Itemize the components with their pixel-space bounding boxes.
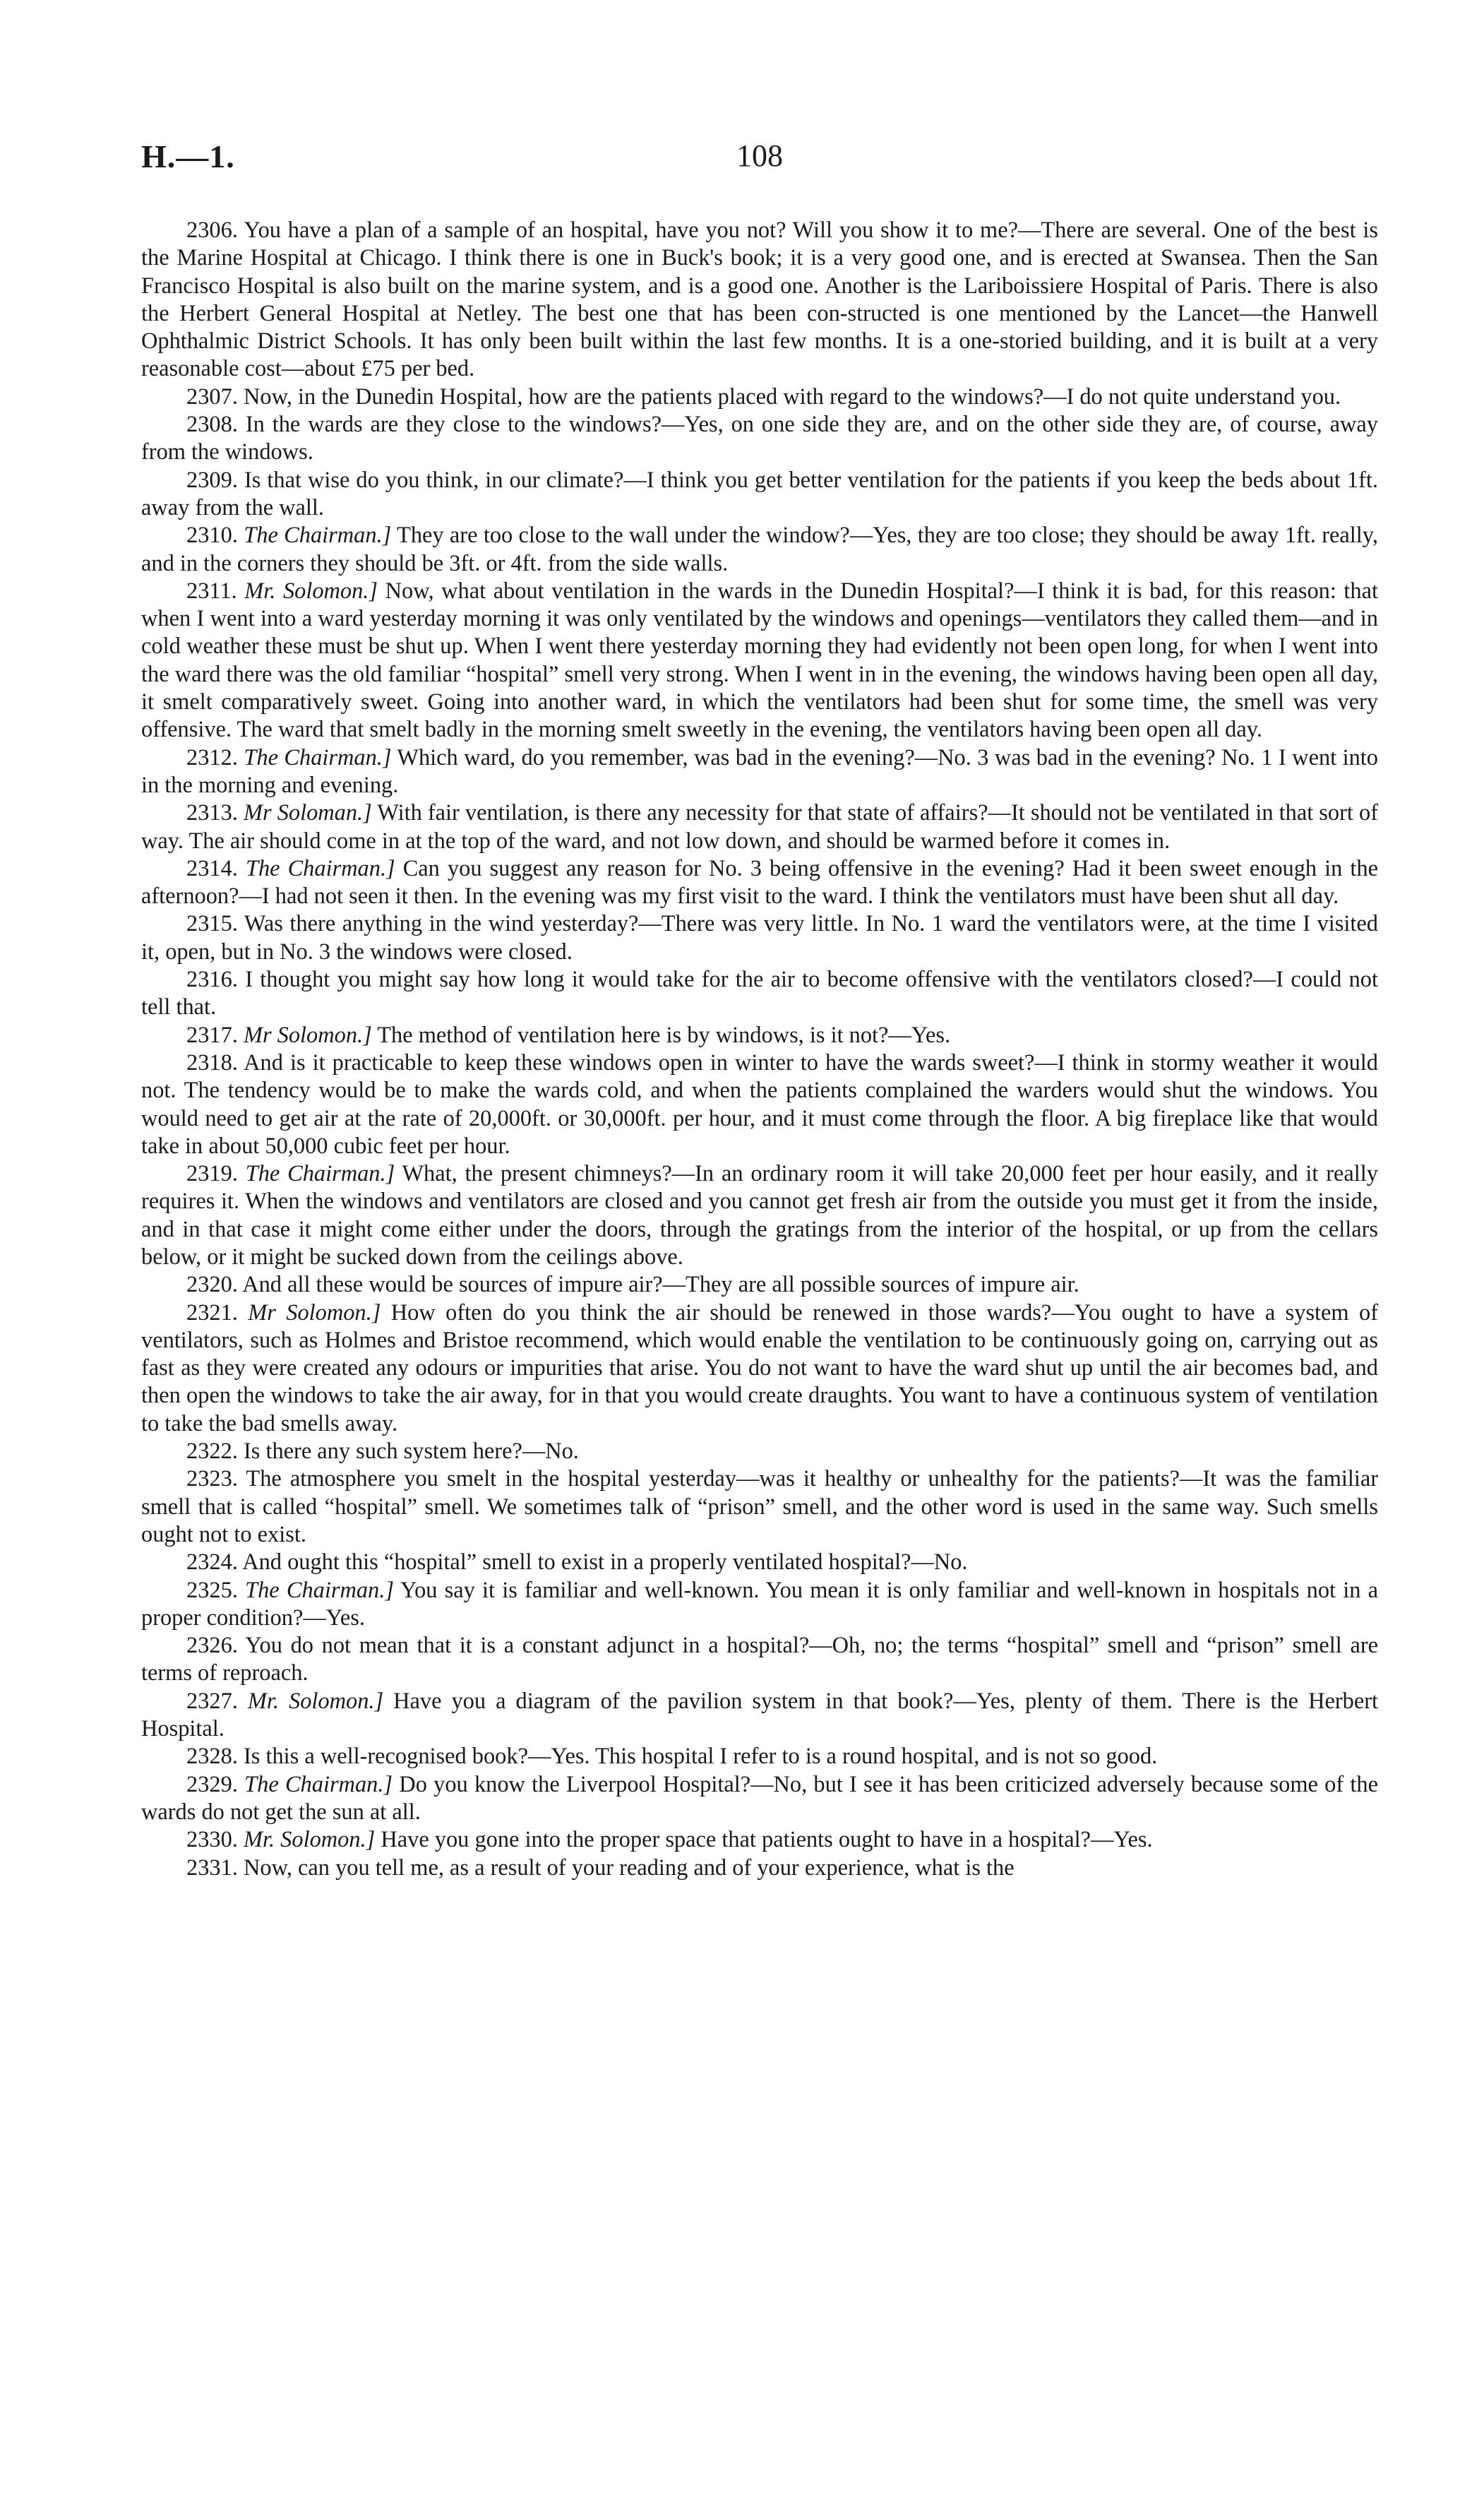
speaker-label: Mr. Solomon.] <box>243 1827 376 1853</box>
paragraph-text: Have you a diagram of the pavilion system in that book?—Yes, plenty of them. There is the Herbert Hospital. <box>141 1688 1378 1742</box>
paragraph-text: They are too close to the wall under the window?—Yes, they are too close; they should be away 1ft. really, and in the corners they should be 3ft. or 4ft. from the side walls. <box>141 523 1378 576</box>
paragraph <box>141 522 1378 578</box>
question-number: 2306. <box>186 218 244 243</box>
question-number: 2331. <box>186 1854 244 1881</box>
page-header <box>141 138 1378 187</box>
speaker-label: The Chairman.] <box>244 523 392 549</box>
paragraph <box>141 1632 1378 1688</box>
question-number: 2313. <box>186 800 244 826</box>
paragraph <box>141 1438 1378 1465</box>
question-number: 2311. <box>186 578 245 604</box>
series-label: H.—1. <box>141 138 235 174</box>
question-number: 2310. <box>186 523 244 549</box>
paragraph <box>141 383 1378 411</box>
question-number: 2324. <box>186 1549 243 1576</box>
paragraph <box>141 855 1378 911</box>
speaker-label: Mr. Solomon.] <box>244 578 378 604</box>
question-number: 2315. <box>186 911 244 937</box>
paragraph <box>141 1826 1378 1854</box>
paragraph <box>141 1465 1378 1549</box>
paragraph-text: How often do you think the air should be renewed in those wards?—You ought to have a system of ventilators, such as Holmes and Bristoe recommend, which would enable the ventilation to be continuously going on, carrying out as fast as they were created any odours or impurities that arise. You do not want to have the ward shut up until the air becomes bad, and then open the windows to take the air away, for in that you would create draughts. You want to have a continuous system of ventilation to take the bad smells away. <box>141 1299 1378 1436</box>
document-body <box>141 217 1378 1882</box>
question-number: 2321. <box>186 1299 249 1326</box>
question-number: 2328. <box>186 1744 244 1770</box>
question-number: 2314. <box>186 855 246 881</box>
paragraph <box>141 966 1378 1022</box>
question-number: 2323. <box>186 1466 246 1492</box>
paragraph <box>141 744 1378 800</box>
question-number: 2320. <box>186 1272 243 1298</box>
paragraph-text: The method of ventilation here is by windows, is it not?—Yes. <box>377 1022 951 1048</box>
paragraph <box>141 910 1378 966</box>
paragraph-text: Is this a well-recognised book?—Yes. This hospital I refer to is a round hospital, and is not so good. <box>243 1744 1158 1770</box>
paragraph <box>141 799 1378 855</box>
paragraph <box>141 1688 1378 1744</box>
paragraph <box>141 1549 1378 1576</box>
paragraph-text: Can you suggest any reason for No. 3 being offensive in the evening? Had it been sweet enough in the afternoon?—I had not seen it then. In the evening was my first visit to the ward. I think the ventilators must have been shut all day. <box>141 855 1378 910</box>
paragraph <box>141 1022 1378 1049</box>
paragraph-text: In the wards are they close to the windows?—Yes, on one side they are, and on the other side they are, of course, away from the windows. <box>141 412 1378 465</box>
question-number: 2329. <box>186 1771 245 1797</box>
paragraph-text: And all these would be sources of impure air?—They are all possible sources of impure air. <box>242 1272 1079 1298</box>
paragraph-text: I thought you might say how long it would take for the air to become offensive with the ventilators closed?—I could not tell that. <box>141 967 1379 1020</box>
document-page <box>141 138 1378 1882</box>
page-number: 108 <box>736 138 783 173</box>
question-number: 2327. <box>186 1688 248 1714</box>
paragraph-text: Have you gone into the proper space that patients ought to have in a hospital?—Yes. <box>381 1827 1153 1853</box>
question-number: 2309. <box>186 467 244 493</box>
question-number: 2330. <box>186 1827 244 1853</box>
question-number: 2325. <box>186 1577 246 1603</box>
paragraph-text: With fair ventilation, is there any necessity for that state of affairs?—It should not be ventilated in that sort of way. The air should come in at the top of the ward, and not low down, and should be warmed before it comes in. <box>141 800 1378 854</box>
paragraph <box>141 217 1378 383</box>
paragraph <box>141 1049 1378 1160</box>
paragraph-text: The atmosphere you smelt in the hospital yesterday—was it healthy or unhealthy for the patients?—It was the familiar smell that is called “hospital” smell. We sometimes talk of “prison” smell, and the other word is used in the same way. Such smells ought not to exist. <box>141 1466 1378 1547</box>
speaker-label: Mr Solomon.] <box>243 1022 372 1048</box>
paragraph-text: Is there any such system here?—No. <box>243 1439 579 1465</box>
paragraph-text: You say it is familiar and well-known. You mean it is only familiar and well-known in hospitals not in a proper condition?—Yes. <box>141 1577 1378 1631</box>
paragraph <box>141 1854 1378 1882</box>
paragraph-text: Now, what about ventilation in the wards in the Dunedin Hospital?—I think it is bad, for this reason: that when I went into a ward yesterday morning it was only ventilated by the windows and openings—ventilators they called them—and in cold weather these must be shut up. When I went there yesterday morning they had evidently not been open long, for when I went into the ward there was the old familiar “hospital” smell very strong. When I went in in the evening, the windows having been open all day, it smelt comparatively sweet. Going into another ward, in which the ventilators had been shut for some time, the smell was very offensive. The ward that smelt badly in the morning smelt sweetly in the evening, the ventilators having been open all day. <box>141 578 1378 743</box>
question-number: 2322. <box>186 1439 244 1465</box>
paragraph <box>141 1160 1378 1271</box>
speaker-label: Mr Soloman.] <box>244 800 372 826</box>
question-number: 2312. <box>186 744 244 770</box>
paragraph <box>141 411 1378 467</box>
speaker-label: The Chairman.] <box>244 1771 393 1797</box>
paragraph <box>141 1577 1378 1633</box>
speaker-label: Mr Solomon.] <box>248 1299 381 1326</box>
question-number: 2316. <box>186 967 246 993</box>
question-number: 2318. <box>186 1049 244 1076</box>
paragraph-text: Is that wise do you think, in our climate?—I think you get better ventilation for the patients if you keep the beds about 1ft. away from the wall. <box>141 467 1378 520</box>
speaker-label: The Chairman.] <box>245 1577 394 1603</box>
question-number: 2317. <box>186 1022 244 1048</box>
paragraph <box>141 467 1378 523</box>
speaker-label: The Chairman.] <box>245 855 395 881</box>
speaker-label: The Chairman.] <box>245 1161 395 1187</box>
paragraph-text: You have a plan of a sample of an hospital, have you not? Will you show it to me?—There are several. One of the best is the Marine Hospital at Chicago. I think there is one in Buck's book; it is a very good one, and is erected at Swansea. Then the San Francisco Hospital is also built on the marine system, and is a good one. Another is the Lariboissiere Hospital of Paris. There is also the Herbert General Hospital at Netley. The best one that has been con-structed is one mentioned by the Lancet—the Hanwell Ophthalmic District Schools. It has only been built within the last few months. It is a one-storied building, and it is built at a very reasonable cost—about £75 per bed. <box>141 218 1378 382</box>
question-number: 2326. <box>186 1633 246 1659</box>
paragraph-text: And ought this “hospital” smell to exist in a properly ventilated hospital?—No. <box>242 1549 968 1576</box>
question-number: 2308. <box>186 412 246 438</box>
paragraph <box>141 578 1378 744</box>
paragraph <box>141 1299 1378 1438</box>
speaker-label: Mr. Solomon.] <box>247 1688 384 1714</box>
paragraph-text: And is it practicable to keep these windows open in winter to have the wards sweet?—I think in stormy weather it would not. The tendency would be to make the wards cold, and when the patients complained the warders would shut the windows. You would need to get air at the rate of 20,000ft. or 30,000ft. per hour, and it must come through the floor. A big fireplace like that would take in about 50,000 cubic feet per hour. <box>141 1049 1378 1159</box>
speaker-label: The Chairman.] <box>244 744 392 770</box>
paragraph <box>141 1271 1378 1299</box>
paragraph-text: Now, in the Dunedin Hospital, how are the patients placed with regard to the windows?—I do not quite understand you. <box>243 383 1341 410</box>
paragraph <box>141 1771 1378 1827</box>
paragraph-text: What, the present chimneys?—In an ordinary room it will take 20,000 feet per hour easily, and it really requires it. When the windows and ventilators are closed and you cannot get fresh air from the outside you must get it from the inside, and in that case it might come either under the doors, through the gratings from the interior of the hospital, or up from the cellars below, or it might be sucked down from the ceilings above. <box>141 1161 1378 1270</box>
paragraph-text: You do not mean that it is a constant adjunct in a hospital?—Oh, no; the terms “hospital” smell and “prison” smell are terms of reproach. <box>141 1633 1378 1686</box>
paragraph-text: Was there anything in the wind yesterday?—There was very little. In No. 1 ward the ventilators were, at the time I visited it, open, but in No. 3 the windows were closed. <box>141 911 1378 965</box>
paragraph <box>141 1743 1378 1770</box>
question-number: 2307. <box>186 383 244 410</box>
paragraph-text: Which ward, do you remember, was bad in the evening?—No. 3 was bad in the evening? No. 1 I went into in the morning and evening. <box>141 744 1379 798</box>
paragraph-text: Now, can you tell me, as a result of your reading and of your experience, what is the <box>243 1854 1015 1881</box>
paragraph-text: Do you know the Liverpool Hospital?—No, but I see it has been criticized adversely because some of the wards do not get the sun at all. <box>141 1771 1378 1825</box>
question-number: 2319. <box>186 1161 246 1187</box>
